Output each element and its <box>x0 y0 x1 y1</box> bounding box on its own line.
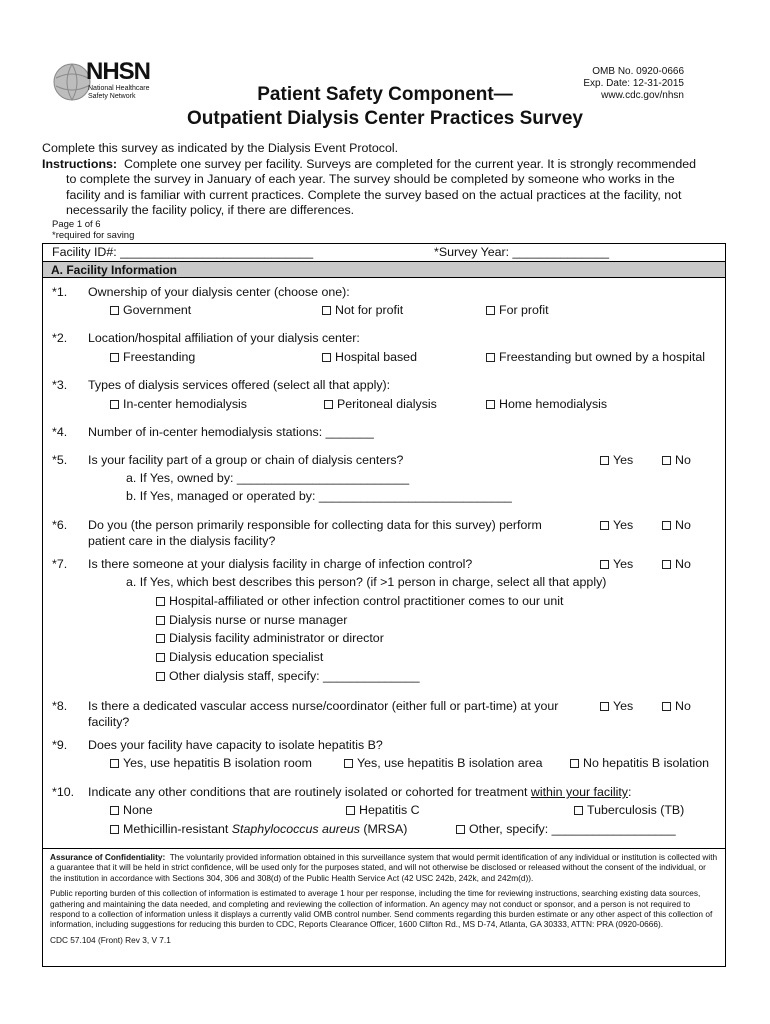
q7-yes[interactable] <box>600 557 633 571</box>
q10-hepatitis-c[interactable] <box>346 803 420 817</box>
q8-line1: Is there a dedicated vascular access nurse/coordinator (either full or part-time) at your <box>88 699 559 713</box>
page-title-line2: Outpatient Dialysis Center Practices Survey <box>187 108 583 129</box>
q3-number: *3. <box>52 378 68 392</box>
logo-wordmark: NHSN <box>86 58 151 85</box>
q6-yes[interactable] <box>600 518 633 532</box>
q10-text <box>88 785 631 801</box>
q6-text <box>88 518 542 549</box>
checkbox-icon[interactable] <box>110 806 119 815</box>
q8-text <box>88 699 558 730</box>
q6-no[interactable] <box>662 518 691 532</box>
q5a-field[interactable]: a. If Yes, owned by: _________________________ <box>126 471 410 485</box>
q10-mrsa[interactable] <box>110 822 407 836</box>
instructions-label: Instructions: <box>42 156 118 171</box>
intro-line: Complete this survey as indicated by the Dialysis Event Protocol. <box>42 141 399 155</box>
option-label: No <box>675 518 691 532</box>
q9-isolation-room[interactable] <box>110 756 312 770</box>
q3-peritoneal[interactable] <box>324 397 437 411</box>
q9-text: Does your facility have capacity to isolate hepatitis B? <box>88 738 383 752</box>
q7-text: Is there someone at your dialysis facility in charge of infection control? <box>88 557 473 571</box>
page-indicator: Page 1 of 6 <box>52 218 101 230</box>
instructions-3: facility and is familiar with current practices. Complete the survey based on the actual practices at the facility, not <box>66 187 682 202</box>
q5-no[interactable] <box>662 453 691 467</box>
checkbox-icon[interactable] <box>156 653 165 662</box>
checkbox-icon[interactable] <box>324 400 333 409</box>
checkbox-icon[interactable] <box>110 306 119 315</box>
q8-line2: facility? <box>88 714 130 729</box>
option-label: Hospital based <box>335 350 417 364</box>
q3-text: Types of dialysis services offered (select all that apply): <box>88 378 391 392</box>
instructions-2: to complete the survey in January of each year. The survey should be completed by someone who works in the <box>66 172 675 186</box>
exp-date: Exp. Date: 12-31-2015 <box>583 78 684 89</box>
burden-statement: Public reporting burden of this collection of information is estimated to average 1 hour per response, including the time for reviewing instructions, searching existing data sources, gathering and maintaining the data needed, and completing and reviewing the collection of information. An agency may not conduct or sponsor, and a person is not required to respond to a collection of information unless it displays a currently valid OMB control number. Send comments regarding this burden estimate or any other aspect of this collection of information, including suggestions for reducing this burden to CDC, Reports Clearance Officer, 1600 Clifton Rd., MS D-74, Atlanta, GA 30333, ATTN: PRA (0920-0666). <box>50 888 713 930</box>
option-label: Dialysis facility administrator or director <box>169 631 384 645</box>
q7-no[interactable] <box>662 557 691 571</box>
survey-year-field[interactable]: *Survey Year: ______________ <box>434 245 609 259</box>
checkbox-icon[interactable] <box>156 672 165 681</box>
q3-in-center[interactable] <box>110 397 247 411</box>
option-label: No <box>675 453 691 467</box>
option-label: Not for profit <box>335 303 404 317</box>
q3-home[interactable] <box>486 397 607 411</box>
option-label: Yes <box>613 518 634 532</box>
checkbox-icon[interactable] <box>574 806 583 815</box>
checkbox-icon[interactable] <box>456 825 465 834</box>
q6-line2: patient care in the dialysis facility? <box>88 533 276 548</box>
option-label: Other dialysis staff, specify: ______________ <box>169 669 420 683</box>
option-label-italic: Staphylococcus aureus <box>231 822 360 836</box>
q10-other[interactable] <box>456 822 676 836</box>
facility-id-field[interactable]: Facility ID#: ____________________________ <box>52 245 314 259</box>
checkbox-icon[interactable] <box>346 806 355 815</box>
q10-text-pre: Indicate any other conditions that are routinely isolated or cohorted for treatment <box>88 785 531 799</box>
checkbox-icon[interactable] <box>600 521 609 530</box>
q6-number: *6. <box>52 518 68 532</box>
assurance-text <box>50 852 718 883</box>
instructions-text <box>42 157 722 173</box>
checkbox-icon[interactable] <box>322 353 331 362</box>
q1-government[interactable] <box>110 303 191 317</box>
option-label: Government <box>123 303 192 317</box>
option-label: Hepatitis C <box>359 803 420 817</box>
checkbox-icon[interactable] <box>110 400 119 409</box>
assurance-body: The voluntarily provided information obtained in this surveillance system that would permit identification of any individual or institution is collected with a guarantee that it will be held in strict confidence, will be used only for the purposes stated, and will not otherwise be disclosed or released without the consent of the individual, or the institution in accordance with Sections 304, 306 and 308(d) of the Public Health Service Act (42 USC 242b, 242k, and 242m(d)). <box>50 852 718 883</box>
q2-number: *2. <box>52 331 68 345</box>
q10-number: *10. <box>52 785 75 799</box>
q9-no-isolation[interactable] <box>570 756 709 770</box>
q10-tuberculosis[interactable] <box>574 803 684 817</box>
page-title-line1: Patient Safety Component— <box>257 84 513 105</box>
q1-not-for-profit[interactable] <box>322 303 403 317</box>
checkbox-icon[interactable] <box>156 616 165 625</box>
option-label: Hospital-affiliated or other infection control practitioner comes to our unit <box>169 594 564 608</box>
checkbox-icon[interactable] <box>110 759 119 768</box>
q1-for-profit[interactable] <box>486 303 549 317</box>
q7a-text: a. If Yes, which best describes this person? (if >1 person in charge, select all that apply) <box>126 575 607 589</box>
q2-hospital-based[interactable] <box>322 350 417 364</box>
q4-text[interactable]: Number of in-center hemodialysis stations: _______ <box>88 425 374 439</box>
option-label: Dialysis nurse or nurse manager <box>169 613 348 627</box>
q8-yes[interactable] <box>600 699 633 713</box>
instructions-4: necessarily the facility policy, if there are differences. <box>66 203 355 217</box>
confidentiality-footer <box>42 848 726 967</box>
checkbox-icon[interactable] <box>662 521 671 530</box>
option-label: Yes <box>613 453 634 467</box>
q1-number: *1. <box>52 285 68 299</box>
q4-number: *4. <box>52 425 68 439</box>
checkbox-icon[interactable] <box>486 353 495 362</box>
q2-freestanding[interactable] <box>110 350 195 364</box>
option-label: No <box>675 557 691 571</box>
checkbox-icon[interactable] <box>600 560 609 569</box>
q10-text-post: : <box>627 785 632 799</box>
form-id: CDC 57.104 (Front) Rev 3, V 7.1 <box>50 934 171 945</box>
instructions <box>42 141 722 241</box>
assurance-label: Assurance of Confidentiality: <box>50 852 166 862</box>
option-label: None <box>123 803 153 817</box>
q5-yes[interactable] <box>600 453 633 467</box>
q9-number: *9. <box>52 738 68 752</box>
checkbox-icon[interactable] <box>110 353 119 362</box>
option-label-post: (MRSA) <box>359 822 408 836</box>
q10-text-underlined: within your facility <box>530 785 628 799</box>
checkbox-icon[interactable] <box>662 456 671 465</box>
checkbox-icon[interactable] <box>110 825 119 834</box>
required-note: *required for saving <box>52 229 135 241</box>
logo-sub2: Safety Network <box>88 93 136 100</box>
omb-number: OMB No. 0920-0666 <box>592 66 684 77</box>
option-label: Freestanding <box>123 350 196 364</box>
option-label: No <box>675 699 691 713</box>
section-a-header: A. Facility Information <box>43 261 725 278</box>
checkbox-icon[interactable] <box>600 702 609 711</box>
q7-ic-practitioner[interactable] <box>156 594 563 608</box>
q5-text: Is your facility part of a group or chain of dialysis centers? <box>88 453 404 467</box>
q2-freestanding-hospital[interactable] <box>486 350 705 364</box>
q8-no[interactable] <box>662 699 691 713</box>
option-label: Methicillin-resistant <box>123 822 232 836</box>
option-label: Yes, use hepatitis B isolation area <box>357 756 543 770</box>
nhsn-url: www.cdc.gov/nhsn <box>601 90 684 101</box>
option-label: For profit <box>499 303 549 317</box>
option-label: Dialysis education specialist <box>169 650 324 664</box>
checkbox-icon[interactable] <box>344 759 353 768</box>
option-label: Freestanding but owned by a hospital <box>499 350 705 364</box>
option-label: Yes <box>613 699 634 713</box>
q9-isolation-area[interactable] <box>344 756 543 770</box>
q7-other-staff[interactable] <box>156 669 420 683</box>
option-label: Peritoneal dialysis <box>337 397 437 411</box>
q2-text: Location/hospital affiliation of your dialysis center: <box>88 331 360 345</box>
q7-number: *7. <box>52 557 68 571</box>
checkbox-icon[interactable] <box>486 306 495 315</box>
instructions-1: Complete one survey per facility. Surveys are completed for the current year. It is strongly recommended <box>123 156 696 171</box>
option-label: No hepatitis B isolation <box>583 756 710 770</box>
q8-number: *8. <box>52 699 68 713</box>
q6-line1: Do you (the person primarily responsible for collecting data for this survey) perform <box>88 518 542 532</box>
q5b-field[interactable]: b. If Yes, managed or operated by: ____________________________ <box>126 489 512 503</box>
q1-text: Ownership of your dialysis center (choose one): <box>88 285 350 299</box>
option-label: Tuberculosis (TB) <box>587 803 685 817</box>
q10-none[interactable] <box>110 803 153 817</box>
option-label: In-center hemodialysis <box>123 397 247 411</box>
checkbox-icon[interactable] <box>156 597 165 606</box>
option-label: Yes, use hepatitis B isolation room <box>123 756 312 770</box>
checkbox-icon[interactable] <box>156 634 165 643</box>
logo-sub1: National Healthcare <box>88 85 150 92</box>
q7-administrator[interactable] <box>156 631 384 645</box>
option-label: Home hemodialysis <box>499 397 608 411</box>
q7-education-specialist[interactable] <box>156 650 323 664</box>
checkbox-icon[interactable] <box>662 560 671 569</box>
checkbox-icon[interactable] <box>662 702 671 711</box>
checkbox-icon[interactable] <box>600 456 609 465</box>
checkbox-icon[interactable] <box>570 759 579 768</box>
q5-number: *5. <box>52 453 68 467</box>
q7-dialysis-nurse[interactable] <box>156 613 347 627</box>
checkbox-icon[interactable] <box>322 306 331 315</box>
option-label: Yes <box>613 557 634 571</box>
checkbox-icon[interactable] <box>486 400 495 409</box>
nhsn-logo <box>52 60 162 106</box>
option-label: Other, specify: __________________ <box>469 822 676 836</box>
